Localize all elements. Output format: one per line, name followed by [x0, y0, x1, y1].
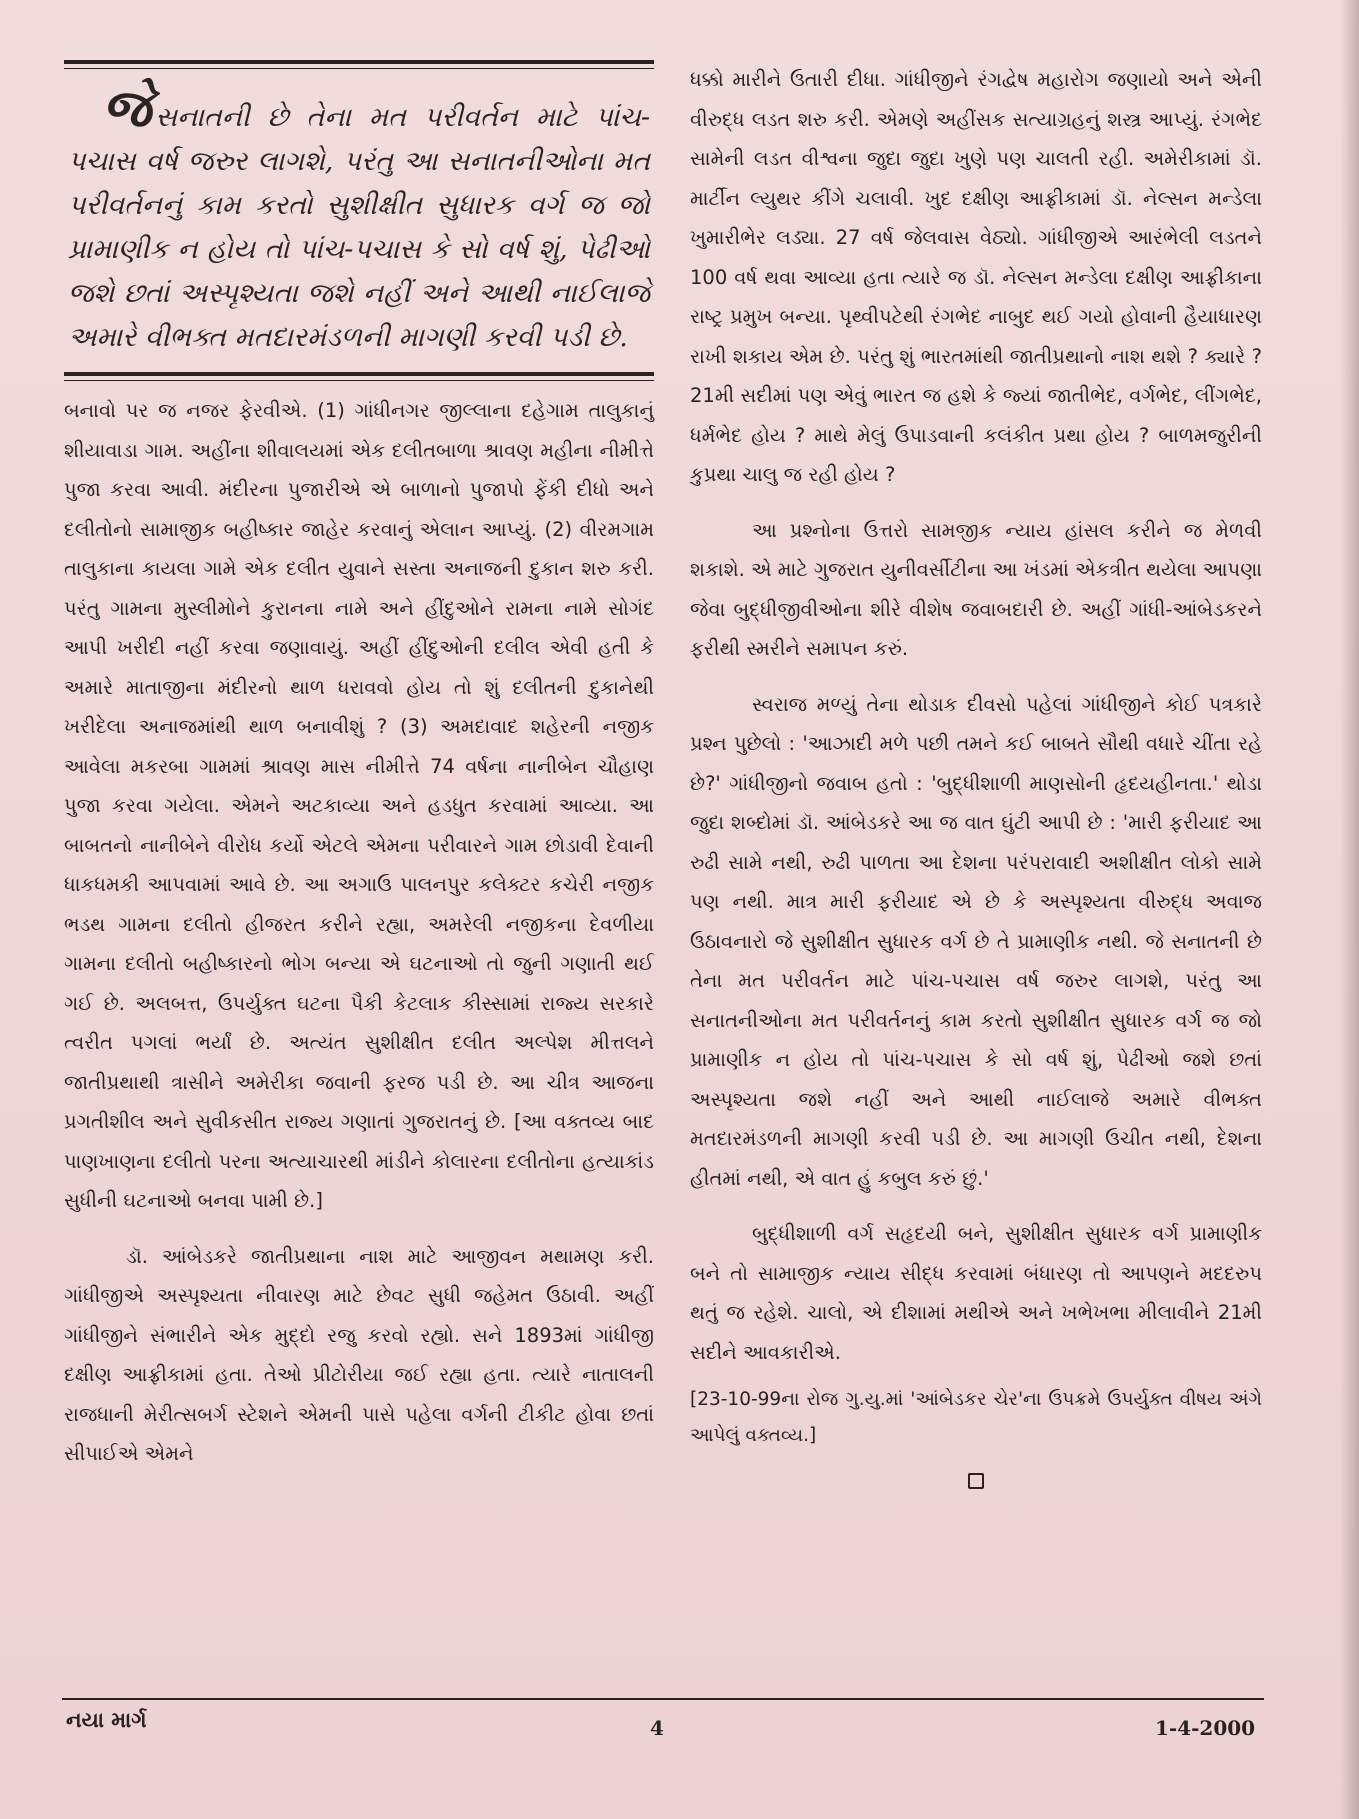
pull-quote — [64, 69, 654, 372]
left-column — [64, 60, 654, 1474]
speech-note: [23-10-99ના રોજ ગુ.યુ.માં 'આંબેડકર ચેર'ના ઉપક્રમે ઉપર્યુક્ત વીષય અંગે આપેલું વક્તવ્ય.] — [690, 1389, 1262, 1446]
footer-rule — [62, 1698, 1264, 1700]
right-paragraph-3: સ્વરાજ મળ્યું તેના થોડાક દીવસો પહેલાં ગાંધીજીને કોઈ પત્રકારે પ્રશ્ન પુછેલો : 'આઝાદી મળે પછી તમને કઈ બાબતે સૌથી વધારે ચીંતા રહે છે?' ગાંધીજીનો જવાબ હતો : 'બુદ્ધીશાળી માણસોની હૃદયહીનતા.' થોડા જુદા શબ્દોમાં ડૉ. આંબેડકરે આ જ વાત ઘુંટી આપી છે : 'મારી ફરીયાદ આ રુઢી સામે નથી, રુઢી પાળતા આ દેશના પરંપરાવાદી અશીક્ષીત લોકો સામે પણ નથી. માત્ર મારી ફરીયાદ એ છે કે અસ્પૃશ્યતા વીરુદ્ધ અવાજ ઉઠાવનારો જે સુશીક્ષીત સુધારક વર્ગ છે તે પ્રામાણીક નથી. જે સનાતની છે તેના મત પરીવર્તન માટે પાંચ-પચાસ વર્ષ જરુર લાગશે, પરંતુ આ સનાતનીઓના મત પરીવર્તનનું કામ કરતો સુશીક્ષીત સુધારક વર્ગ જ જો પ્રામાણીક ન હોય તો પાંચ-પચાસ કે સો વર્ષ શું, પેઢીઓ જશે છતાં અસ્પૃશ્યતા જશે નહીં અને આથી નાઈલાજે અમારે વીભક્ત મતદારમંડળની માગણી કરવી પડી છે. આ માગણી ઉચીત નથી, દેશના હીતમાં નથી, એ વાત હું કબુલ કરું છું.' — [690, 692, 1262, 1190]
pull-quote-bottom-rule — [64, 372, 654, 381]
right-paragraph-2: આ પ્રશ્નોના ઉત્તરો સામજીક ન્યાય હાંસલ કરીને જ મેળવી શકાશે. એ માટે ગુજરાત યુનીવર્સીટીના આ ખંડમાં એકત્રીત થયેલા આપણા જેવા બુદ્ધીજીવીઓના શીરે વીશેષ જવાબદારી છે. અહીં ગાંધી-આંબેડકરને ફરીથી સ્મરીને સમાપન કરું. — [690, 518, 1262, 660]
left-paragraph-2: ડૉ. આંબેડકરે જાતીપ્રથાના નાશ માટે આજીવન મથામણ કરી. ગાંધીજીએ અસ્પૃશ્યતા નીવારણ માટે છેવટ સુધી જહેમત ઉઠાવી. અહીં ગાંધીજીને સંભારીને એક મુદ્દો રજુ કરવો રહ્યો. સને 1893માં ગાંધીજી દક્ષીણ આફ્રીકામાં હતા. તેઓ પ્રીટોરીયા જઈ રહ્યા હતા. ત્યારે નાતાલની રાજધાની મેરીત્સબર્ગ સ્ટેશને એમની પાસે પહેલા વર્ગની ટીકીટ હોવા છતાં સીપાઈએ એમને — [64, 1244, 654, 1465]
footer-publication-name: નયા માર્ગ — [66, 1708, 147, 1732]
right-paragraph-4: બુદ્ધીશાળી વર્ગ સહૃદયી બને, સુશીક્ષીત સુધારક વર્ગ પ્રામાણીક બને તો સામાજીક ન્યાય સીદ્ધ કરવામાં બંધારણ તો આપણને મદદરુપ થતું જ રહેશે. ચાલો, એ દીશામાં મથીએ અને ખભેખભા મીલાવીને 21મી સદીને આવકારીએ. — [690, 1222, 1262, 1364]
right-paragraph-1: ધક્કો મારીને ઉતારી દીધા. ગાંધીજીને રંગદ્વેષ મહારોગ જણાયો અને એની વીરુદ્ધ લડત શરુ કરી. એમણે અહીંસક સત્યાગ્રહનું શસ્ત્ર આપ્યું. રંગભેદ સામેની લડત વીશ્વના જુદા જુદા ખુણે પણ ચાલતી રહી. અમેરીકામાં ડૉ. માર્ટીન લ્યુથર કીંગે ચલાવી. ખુદ દક્ષીણ આફ્રીકામાં ડૉ. નેલ્સન મન્ડેલા ખુમારીભેર લડ્યા. 27 વર્ષ જેલવાસ વેઠ્યો. ગાંધીજીએ આરંભેલી લડતને 100 વર્ષ થવા આવ્યા હતા ત્યારે જ ડૉ. નેલ્સન મન્ડેલા દક્ષીણ આફ્રીકાના રાષ્ટ્ર પ્રમુખ બન્યા. પૃથ્વીપટેથી રંગભેદ નાબુદ થઈ ગયો હોવાની હૈયાધારણ રાખી શકાય એમ છે. પરંતુ શું ભારતમાંથી જાતીપ્રથાનો નાશ થશે ? ક્યારે ? 21મી સદીમાં પણ એવું ભારત જ હશે કે જ્યાં જાતીભેદ, વર્ગભેદ, લીંગભેદ, ધર્મભેદ હોય ? માથે મેલું ઉપાડવાની કલંકીત પ્રથા હોય ? બાળમજુરીની કુપ્રથા ચાલુ જ રહી હોય ? — [690, 68, 1262, 486]
end-of-article-mark — [690, 1473, 1262, 1493]
footer-page-number: 4 — [650, 1716, 664, 1740]
pull-quote-dropcap: જે — [102, 78, 152, 139]
page-edge-shadow — [1340, 0, 1359, 1819]
pull-quote-top-rule — [64, 60, 654, 69]
pull-quote-text: સનાતની છે તેના મત પરીવર્તન માટે પાંચ-પચાસ વર્ષ જરુર લાગશે, પરંતુ આ સનાતનીઓના મત પરીવર્તનનું કામ કરતો સુશીક્ષીત સુધારક વર્ગ જ જો પ્રામાણીક ન હોય તો પાંચ-પચાસ કે સો વર્ષ શું, પેઢીઓ જશે છતાં અસ્પૃશ્યતા જશે નહીં અને આથી નાઈલાજે અમારે વીભક્ત મતદારમંડળની માગણી કરવી પડી છે. — [68, 102, 650, 353]
right-column — [690, 60, 1262, 1493]
footer-date: 1-4-2000 — [1155, 1716, 1256, 1740]
square-end-icon — [968, 1473, 984, 1489]
left-paragraph-1: બનાવો પર જ નજર ફેરવીએ. (1) ગાંધીનગર જીલ્લાના દહેગામ તાલુકાનું શીયાવાડા ગામ. અહીંના શીવાલયમાં એક દલીતબાળા શ્રાવણ મહીના નીમીત્તે પુજા કરવા આવી. મંદીરના પુજારીએ એ બાળાનો પુજાપો ફેંકી દીધો અને દલીતોનો સામાજીક બહીષ્કાર જાહેર કરવાનું એલાન આપ્યું. (2) વીરમગામ તાલુકાના કાયલા ગામે એક દલીત યુવાને સસ્તા અનાજની દુકાન શરુ કરી. પરંતુ ગામના મુસ્લીમોને કુરાનના નામે અને હીંદુઓને રામના નામે સોગંદ આપી ખરીદી નહીં કરવા જણાવાયું. અહીં હીંદુઓની દલીલ એવી હતી કે અમારે માતાજીના મંદીરનો થાળ ધરાવવો હોય તો શું દલીતની દુકાનેથી ખરીદેલા અનાજમાંથી થાળ બનાવીશું ? (3) અમદાવાદ શહેરની નજીક આવેલા મકરબા ગામમાં શ્રાવણ માસ નીમીત્તે 74 વર્ષના નાનીબેન ચૌહાણ પુજા કરવા ગયેલા. એમને અટકાવ્યા અને હડધુત કરવામાં આવ્યા. આ બાબતનો નાનીબેને વીરોધ કર્યો એટલે એમના પરીવારને ગામ છોડાવી દેવાની ધાકધમકી આપવામાં આવે છે. આ અગાઉ પાલનપુર કલેક્ટર કચેરી નજીક ભડથ ગામના દલીતો હીજરત કરીને રહ્યા, અમરેલી નજીકના દેવળીયા ગામના દલીતો બહીષ્કારનો ભોગ બન્યા એ ઘટનાઓ તો જુની ગણાતી થઈ ગઈ છે. અલબત્ત, ઉપર્યુક્ત ઘટના પૈકી કેટલાક કીસ્સામાં રાજ્ય સરકારે ત્વરીત પગલાં ભર્યાં છે. અત્યંત સુશીક્ષીત દલીત અલ્પેશ મીત્તલને જાતીપ્રથાથી ત્રાસીને અમેરીકા જવાની ફરજ પડી છે. આ ચીત્ર આજના પ્રગતીશીલ અને સુવીકસીત રાજ્ય ગણાતાં ગુજરાતનું છે. [આ વક્તવ્ય બાદ પાણખાણના દલીતો પરના અત્યાચારથી માંડીને કોલારના દલીતોના હત્યાકાંડ સુધીની ઘટનાઓ બનવા પામી છે.] — [64, 399, 654, 1212]
